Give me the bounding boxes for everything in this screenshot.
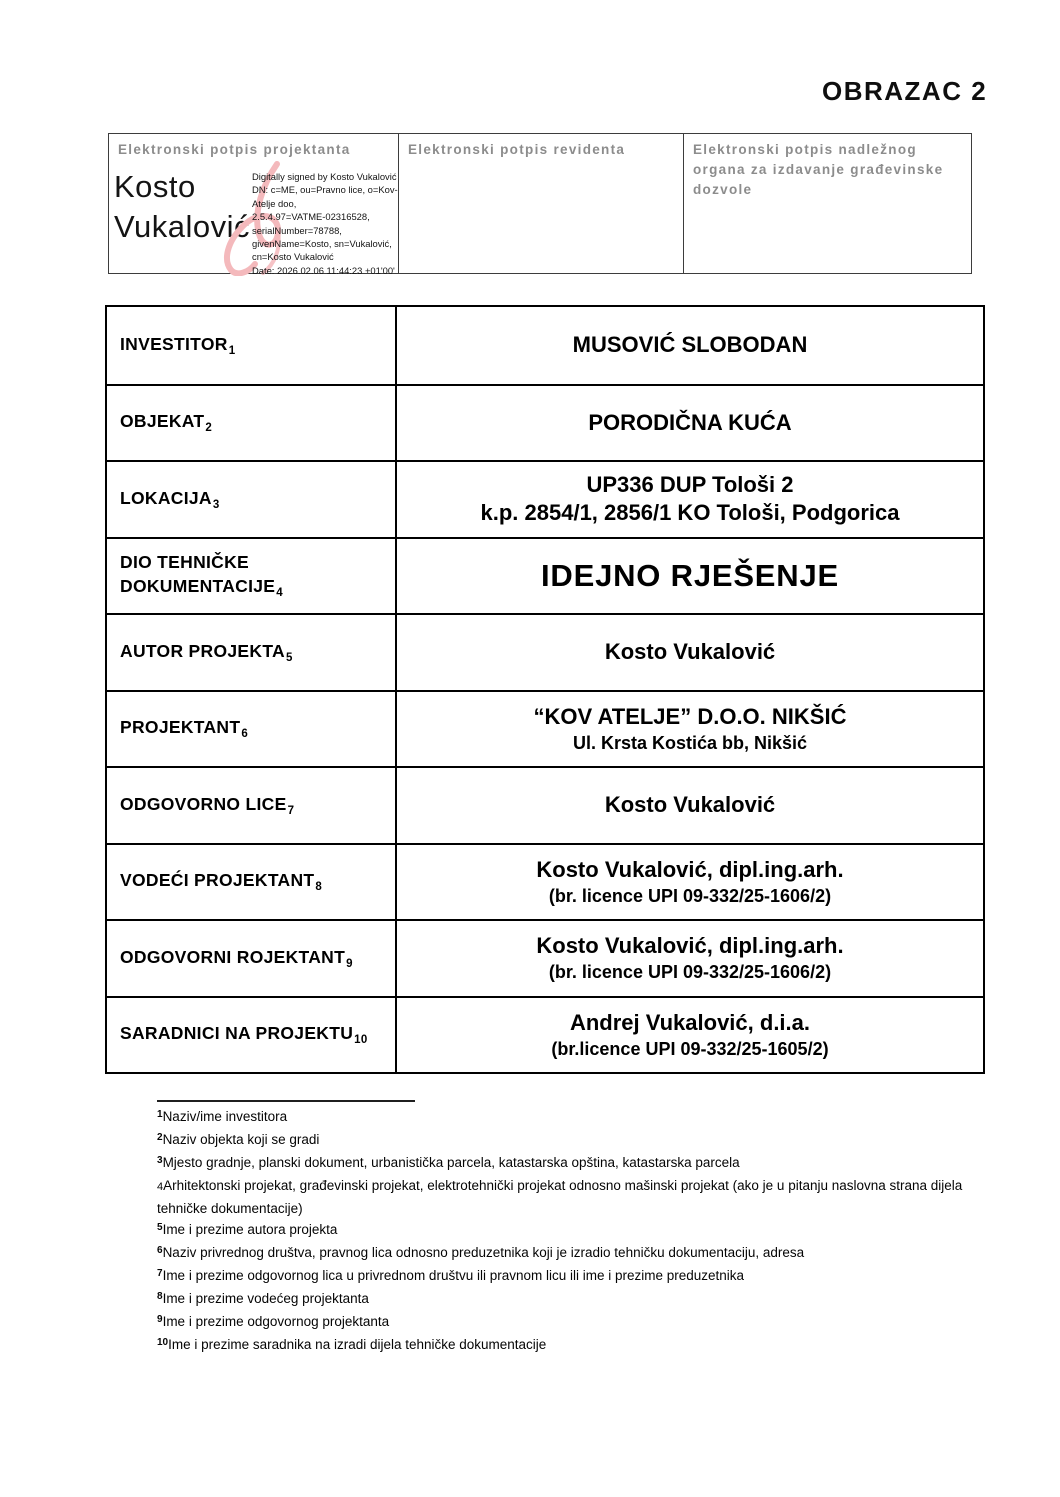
project-info-table <box>105 305 985 1074</box>
row-label-subscript: 7 <box>287 804 295 817</box>
footnote-marker: 7 <box>157 1268 163 1279</box>
footnote-text: Mjesto gradnje, planski dokument, urbanistička parcela, katastarska opština, katastarska parcela <box>162 1155 740 1170</box>
row-value-line: k.p. 2854/1, 2856/1 KO Tološi, Podgorica <box>480 500 900 526</box>
row-label-text: OBJEKAT <box>120 411 205 432</box>
row-label-text: AUTOR PROJEKTA <box>120 640 285 661</box>
footnote-marker: 2 <box>157 1132 163 1143</box>
row-value <box>397 845 983 920</box>
signature-detail-line: givenName=Kosto, sn=Vukalović, <box>252 238 392 250</box>
footnote-text: Naziv privrednog društva, pravnog lica odnosno preduzetnika koji je izradio tehničku dokumentaciju, adresa <box>162 1245 805 1260</box>
footnote-marker: 3 <box>157 1155 163 1166</box>
footnote-text: Ime i prezime odgovornog lica u privrednom društvu ili pravnom licu ili ime i prezime preduzetnika <box>162 1268 745 1283</box>
row-value <box>397 307 983 384</box>
row-label <box>107 692 397 767</box>
table-row-autor-projekta <box>107 613 983 690</box>
footnote-marker: 8 <box>157 1291 163 1302</box>
row-value-line: Kosto Vukalović <box>604 792 776 818</box>
row-label <box>107 615 397 690</box>
row-value <box>397 768 983 843</box>
row-label-text: VODEĆI PROJEKTANT <box>120 870 315 891</box>
row-value <box>397 539 983 614</box>
footnote-marker: 10 <box>157 1337 169 1348</box>
footnote <box>157 1129 965 1152</box>
footnote <box>157 1106 965 1129</box>
row-value-line: (br. licence UPI 09-332/25-1606/2) <box>548 962 832 983</box>
row-label-subscript: 8 <box>315 881 323 894</box>
signature-detail-line: Date: 2026.02.06 11:44:23 +01'00' <box>252 264 395 276</box>
footnote-marker: 5 <box>157 1222 163 1233</box>
row-value <box>397 998 983 1073</box>
footnote-divider <box>157 1100 415 1102</box>
footnote-marker: 4 <box>157 1181 164 1193</box>
footnote-text: Ime i prezime saradnika na izradi dijela tehničke dokumentacije <box>168 1337 547 1352</box>
signature-detail-line: cn=Kosto Vukalović <box>252 251 334 263</box>
row-value-line: Ul. Krsta Kostića bb, Nikšić <box>572 732 808 753</box>
signature-detail-line: Digitally signed by Kosto Vukalović <box>252 171 397 182</box>
footnote <box>157 1219 965 1242</box>
row-label <box>107 307 397 384</box>
footnote-text: Naziv objekta koji se gradi <box>162 1132 320 1147</box>
row-label-subscript: 1 <box>228 344 236 357</box>
footnotes-section <box>157 1100 965 1357</box>
signature-header-projektant: Elektronski potpis projektanta <box>118 142 351 157</box>
signature-detail-line: serialNumber=78788, <box>252 224 342 236</box>
footnote <box>157 1288 965 1311</box>
signature-name-line2: Vukalović <box>114 209 251 244</box>
table-row-projektant <box>107 690 983 767</box>
table-row-saradnici <box>107 996 983 1073</box>
signature-detail-line: DN: c=ME, ou=Pravno lice, o=Kov- <box>252 184 398 196</box>
footnote-text: Arhitektonski projekat, građevinski projekat, elektrotehnički projekat odnosno mašinski projekat (ako je u pitanju naslovna strana dijela tehničke dokumentacije) <box>157 1178 963 1216</box>
row-value <box>397 921 983 996</box>
footnote-marker: 1 <box>157 1109 163 1120</box>
table-row-vodeci-projektant <box>107 843 983 920</box>
footnote <box>157 1242 965 1265</box>
row-label-text: ODGOVORNO LICE <box>120 793 287 814</box>
row-label-subscript: 5 <box>285 651 293 664</box>
row-label-subscript: 6 <box>241 728 249 741</box>
row-label-text: SARADNICI NA PROJEKTU <box>120 1023 354 1044</box>
row-value-line: “KOV ATELJE” D.O.O. NIKŠIĆ <box>533 703 847 729</box>
signature-cell-revident <box>399 134 684 273</box>
row-label-text: PROJEKTANT <box>120 717 241 738</box>
row-label <box>107 462 397 537</box>
row-value <box>397 692 983 767</box>
row-value-line: Kosto Vukalović, dipl.ing.arh. <box>536 856 844 882</box>
row-label <box>107 386 397 461</box>
table-row-objekat <box>107 384 983 461</box>
footnote <box>157 1265 965 1288</box>
row-label <box>107 921 397 996</box>
row-value-line: (br.licence UPI 09-332/25-1605/2) <box>551 1038 829 1059</box>
row-value-line: Kosto Vukalović, dipl.ing.arh. <box>536 933 844 959</box>
row-label <box>107 845 397 920</box>
row-value <box>397 615 983 690</box>
signature-header-nadlezni-organ: Elektronski potpis nadležnog organa za izdavanje građevinske dozvole <box>693 142 944 197</box>
row-value-line: IDEJNO RJEŠENJE <box>541 557 839 593</box>
row-label <box>107 539 397 614</box>
row-value-line: (br. licence UPI 09-332/25-1606/2) <box>548 885 832 906</box>
row-label-text: INVESTITOR <box>120 333 228 354</box>
row-value-line: Andrej Vukalović, d.i.a. <box>569 1009 811 1035</box>
table-row-investitor <box>107 307 983 384</box>
row-value <box>397 462 983 537</box>
row-value-line: UP336 DUP Tološi 2 <box>586 472 794 498</box>
signature-detail-line: Atelje doo, <box>252 197 297 209</box>
row-label <box>107 998 397 1073</box>
footnote-text: Naziv/ime investitora <box>162 1109 288 1124</box>
table-row-lokacija <box>107 460 983 537</box>
footnote-marker: 9 <box>157 1314 163 1325</box>
row-value-line: Kosto Vukalović <box>604 639 776 665</box>
footnote-marker: 6 <box>157 1245 163 1256</box>
page-title: OBRAZAC 2 <box>822 76 988 106</box>
footnote-text: Ime i prezime autora projekta <box>162 1222 338 1237</box>
footnote <box>157 1334 965 1357</box>
footnote <box>157 1152 965 1175</box>
table-row-odgovorni-projektant <box>107 919 983 996</box>
signature-detail-line: 2.5.4.97=VATME-02316528, <box>252 211 370 223</box>
row-value-line: PORODIČNA KUĆA <box>588 409 792 435</box>
footnote-text: Ime i prezime odgovornog projektanta <box>162 1314 390 1329</box>
signature-header-revident: Elektronski potpis revidenta <box>408 142 626 157</box>
row-label-subscript: 2 <box>205 422 213 435</box>
row-label-text: ODGOVORNI ROJEKTANT <box>120 946 346 967</box>
signature-name-line1: Kosto <box>114 169 196 204</box>
row-value-line: MUSOVIĆ SLOBODAN <box>572 332 808 358</box>
signature-table <box>108 133 972 274</box>
table-row-dio-tehnicke-dokumentacije <box>107 537 983 614</box>
footnote <box>157 1175 965 1219</box>
table-row-odgovorno-lice <box>107 766 983 843</box>
signature-cell-projektant <box>109 134 399 276</box>
digital-signature-details <box>252 170 402 277</box>
signature-cell-nadlezni-organ <box>684 134 971 273</box>
row-value <box>397 386 983 461</box>
row-label-subscript: 9 <box>346 957 353 970</box>
footnote <box>157 1311 965 1334</box>
row-label-text: DIO TEHNIČKE DOKUMENTACIJE <box>120 552 276 597</box>
footnote-text: Ime i prezime vodećeg projektanta <box>162 1291 369 1306</box>
row-label-subscript: 10 <box>354 1034 368 1047</box>
row-label-subscript: 3 <box>212 498 220 511</box>
row-label-text: LOKACIJA <box>120 487 212 508</box>
row-label <box>107 768 397 843</box>
row-label-subscript: 4 <box>276 587 283 600</box>
